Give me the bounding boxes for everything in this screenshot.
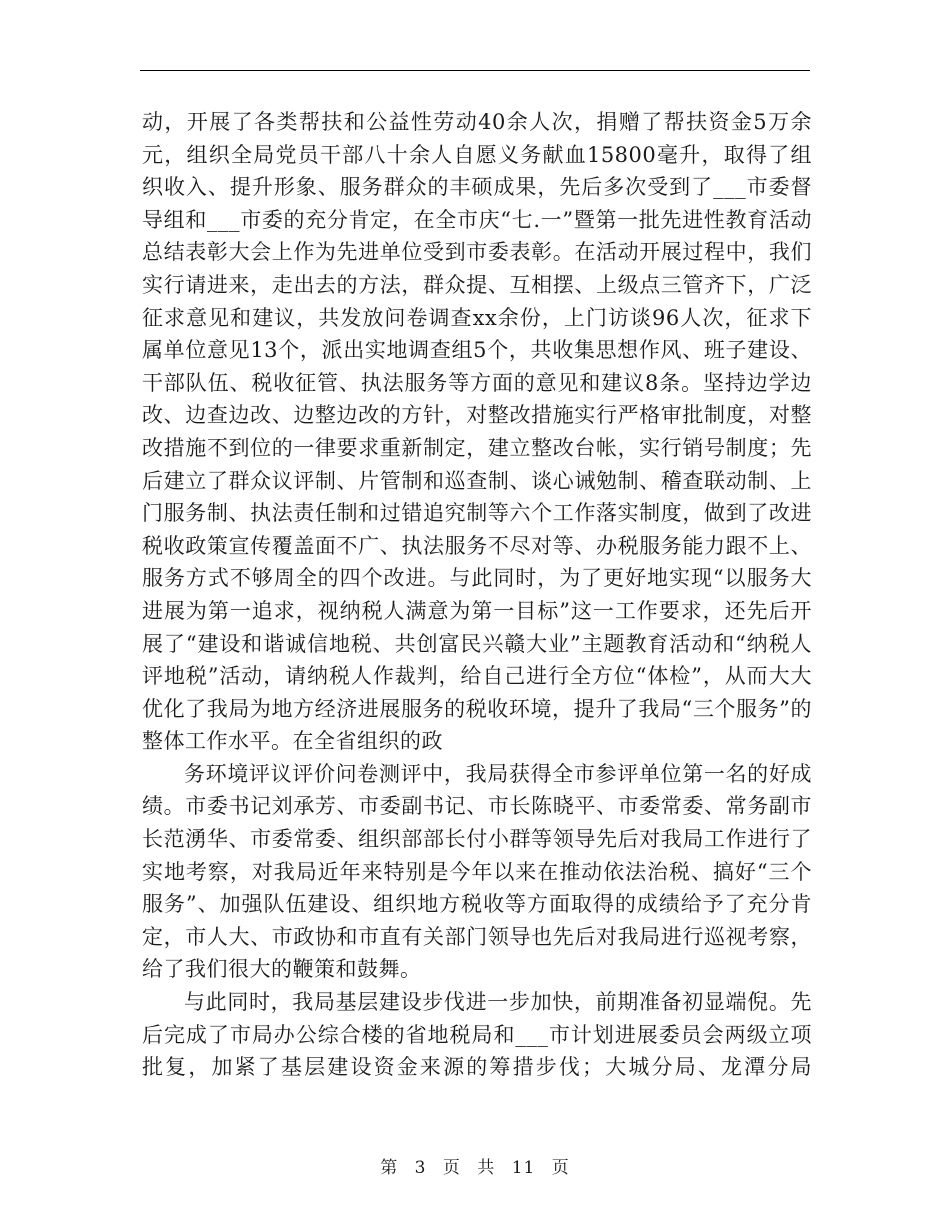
paragraph-3: 与此同时，我局基层建设步伐进一步加快，前期准备初显端倪。先后完成了市局办公综合楼的省地税局和___市计划进展委员会两级立项批复，加紧了基层建设资金来源的筹措步伐；大城分局、龙潭分局 [142, 990, 812, 1080]
paragraph-2: 务环境评议评价问卷测评中，我局获得全市参评单位第一名的好成绩。市委书记刘承芳、市委副书记、市长陈晓平、市委常委、常务副市长范湧华、市委常委、组织部部长付小群等领导先后对我局工作进行了实地考察，对我局近年来特别是今年以来在推动依法治税、搞好“三个服务”、加强队伍建设、组织地方税收等方面取得的成绩给予了充分肯定，市人大、市政协和市直有关部门领导也先后对我局进行巡视考察，给了我们很大的鞭策和鼓舞。 [142, 761, 812, 982]
footer-current-page: 3 [414, 1158, 427, 1178]
footer-label-page: 第 [380, 1158, 399, 1178]
footer-label-unit-2: 页 [551, 1158, 570, 1178]
document-body [142, 106, 812, 1084]
footer-total-pages: 11 [511, 1158, 536, 1178]
footer-label-unit: 页 [442, 1158, 461, 1178]
paragraph-1: 动，开展了各类帮扶和公益性劳动40余人次，捐赠了帮扶资金5万余元，组织全局党员干部八十余人自愿义务献血15800毫升，取得了组织收入、提升形象、服务群众的丰硕成果，先后多次受到了___市委督导组和___市委的充分肯定，在全市庆“七.一”暨第一批先进性教育活动总结表彰大会上作为先进单位受到市委表彰。在活动开展过程中，我们实行请进来，走出去的方法，群众提、互相摆、上级点三管齐下，广泛征求意见和建议，共发放问卷调查xx余份，上门访谈96人次，征求下属单位意见13个，派出实地调查组5个，共收集思想作风、班子建设、干部队伍、税收征管、执法服务等方面的意见和建议8条。坚持边学边改、边查边改、边整边改的方针，对整改措施实行严格审批制度，对整改措施不到位的一律要求重新制定，建立整改台帐，实行销号制度；先后建立了群众议评制、片管制和巡查制、谈心诫勉制、稽查联动制、上门服务制、执法责任制和过错追究制等六个工作落实制度，做到了改进税收政策宣传覆盖面不广、执法服务不尽对等、办税服务能力跟不上、服务方式不够周全的四个改进。与此同时，为了更好地实现“以服务大进展为第一追求，视纳税人满意为第一目标”这一工作要求，还先后开展了“建设和谐诚信地税、共创富民兴赣大业”主题教育活动和“纳税人评地税”活动，请纳税人作裁判，给自己进行全方位“体检”，从而大大优化了我局为地方经济进展服务的税收环境，提升了我局“三个服务”的整体工作水平。在全省组织的政 [142, 110, 812, 754]
footer-label-total: 共 [477, 1158, 496, 1178]
header-rule [140, 70, 810, 71]
page-footer [0, 1153, 950, 1178]
